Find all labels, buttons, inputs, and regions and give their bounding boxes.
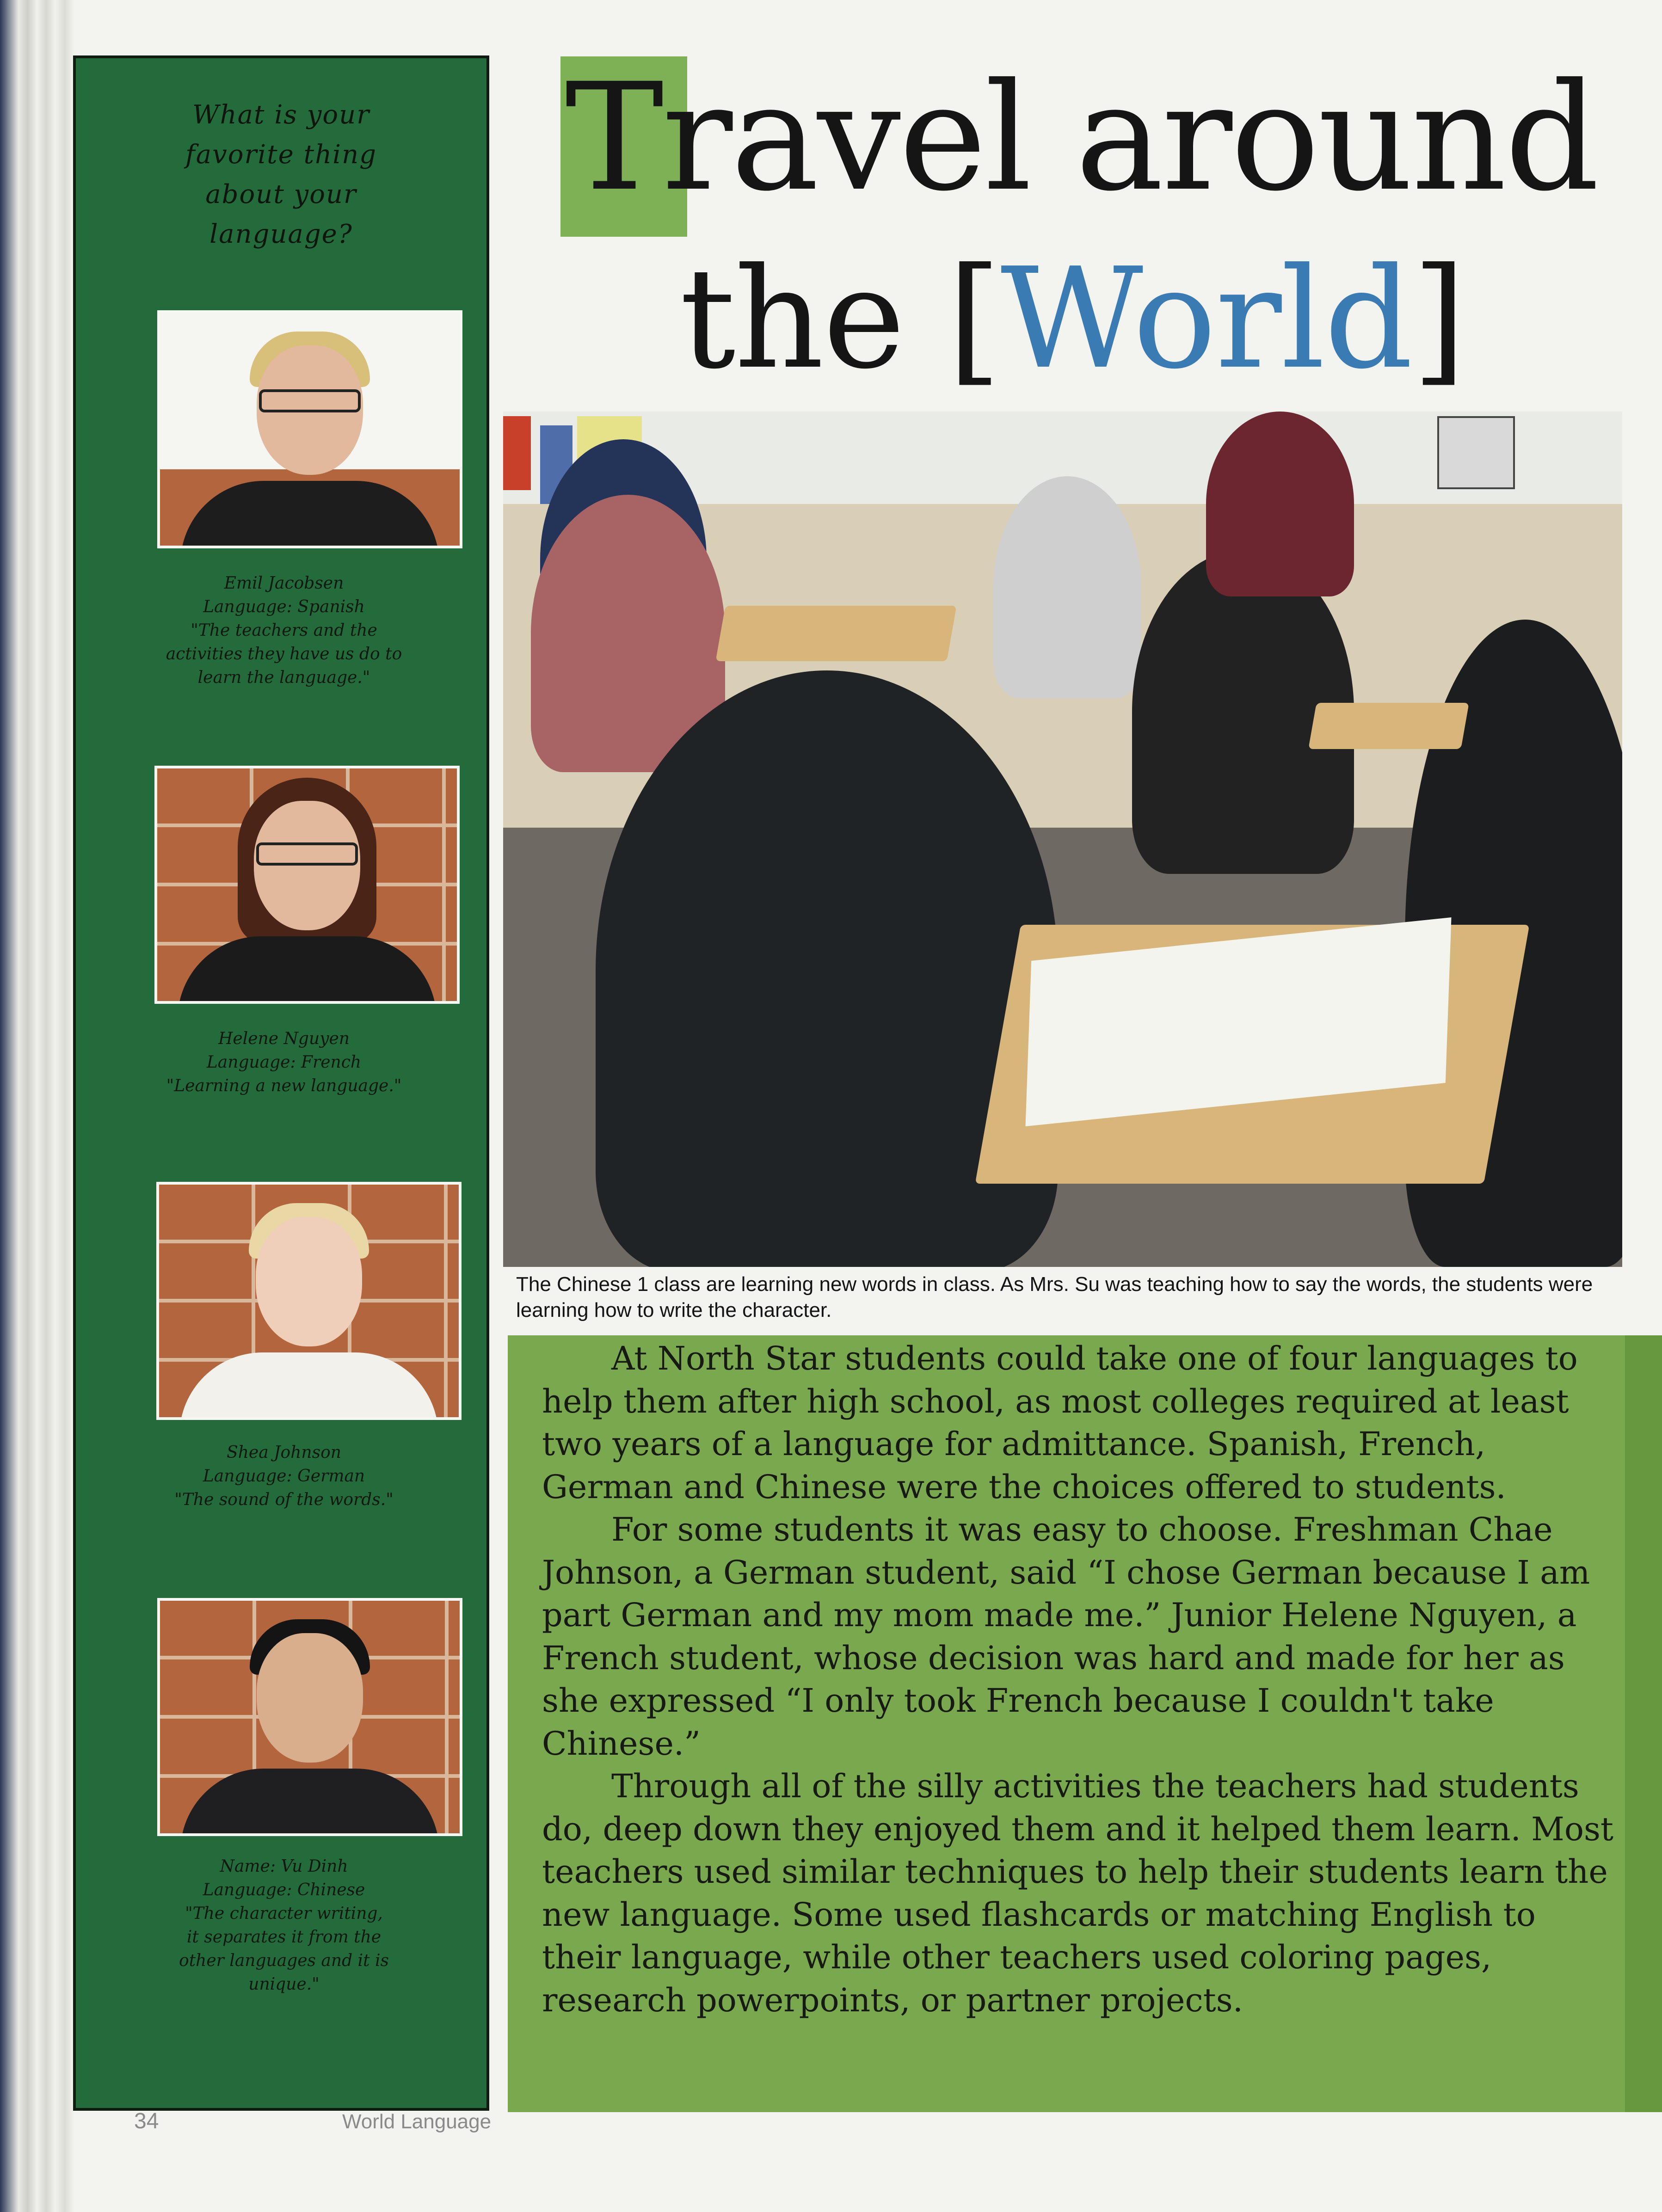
title-line-2-suffix: ] [1412, 238, 1465, 399]
profile-name: Emil Jacobsen [224, 574, 344, 593]
page-title-line-2 [680, 240, 1465, 398]
profile-caption-1 [94, 571, 474, 689]
profile-quote-line: "The teachers and the [191, 621, 377, 640]
question-line: What is your [192, 100, 370, 130]
section-label: World Language [342, 2110, 492, 2133]
profile-language: Language: German [203, 1467, 365, 1486]
question-line: favorite thing [185, 140, 377, 170]
profile-quote-line: it separates it from the [186, 1928, 382, 1947]
portrait-shea-johnson [156, 1182, 462, 1420]
title-drop-letter: T [565, 52, 662, 224]
profile-quote-line: activities they have us do to [166, 645, 402, 664]
portrait-vu-dinh [157, 1598, 462, 1836]
profile-quote-line: "The sound of the words." [174, 1490, 394, 1509]
story-paragraph: Through all of the silly activities the teachers had students do, deep down they enjoyed them and it helped them learn. Most teachers used similar techniques to help their students learn the new language. Some used flashcards or matching English to their language, while other teachers used coloring pages, research powerpoints, or partner projects. [542, 1767, 1614, 2019]
portrait-helene-nguyen [154, 766, 460, 1004]
title-line-2-prefix: the [ [680, 238, 1001, 399]
profile-quote-line: unique." [248, 1975, 320, 1994]
profile-language: Language: Chinese [203, 1880, 365, 1899]
profile-name: Shea Johnson [227, 1443, 341, 1462]
classroom-photo [503, 412, 1622, 1267]
sidebar-question [76, 95, 486, 254]
profile-language: Language: Spanish [203, 597, 365, 616]
profile-quote-line: other languages and it is [179, 1951, 389, 1970]
photo-caption: The Chinese 1 class are learning new words in class. As Mrs. Su was teaching how to say the words, the students were learning how to write the character. [516, 1273, 1593, 1321]
question-line: about your [205, 179, 357, 209]
story-paragraph: For some students it was easy to choose. Freshman Chae Johnson, a German student, said “I chose German because I am part German and my mom made me.” Junior Helene Nguyen, a French student, whose decision was hard and made for her as she expressed “I only took French because I couldn't take Chinese.” [542, 1511, 1590, 1763]
story-paragraph: At North Star students could take one of four languages to help them after high school, as most colleges required at least two years of a language for admittance. Spanish, French, German and Chinese were the choices offered to students. [542, 1339, 1578, 1506]
profile-caption-4 [94, 1855, 474, 1996]
question-line: language? [209, 219, 353, 249]
page-number: 34 [134, 2109, 159, 2133]
profile-caption-2 [94, 1027, 474, 1098]
sidebar-panel [73, 55, 489, 2111]
profile-caption-3 [94, 1441, 474, 1512]
story-text [542, 1337, 1624, 2022]
profile-quote-line: "Learning a new language." [166, 1076, 402, 1095]
page-binding-edges [0, 0, 74, 2212]
portrait-emil-jacobsen [157, 310, 462, 548]
profile-quote-line: learn the language." [197, 668, 370, 687]
page-title-line-1 [565, 52, 1598, 224]
profile-name: Name: Vu Dinh [220, 1857, 348, 1876]
profile-name: Helene Nguyen [218, 1029, 350, 1048]
profile-quote-line: "The character writing, [185, 1904, 383, 1923]
title-highlight-word: World [1000, 238, 1412, 399]
title-line-1-text: ravel around [662, 52, 1598, 224]
profile-language: Language: French [206, 1053, 362, 1072]
